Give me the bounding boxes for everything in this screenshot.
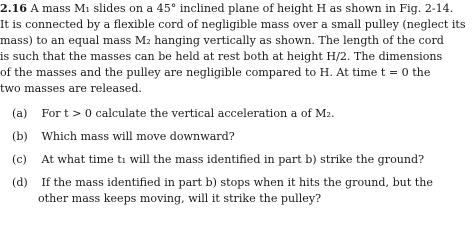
statement-line-5: of the masses and the pulley are negligible compared to H. At time t = 0 the xyxy=(0,66,431,79)
part-a-text: For t > 0 calculate the vertical acceleration a of M₂. xyxy=(41,107,335,120)
part-b-label: (b) xyxy=(12,130,28,143)
part-d-text-2: other mass keeps moving, will it strike the pulley? xyxy=(38,192,322,205)
statement-line-6: two masses are released. xyxy=(0,82,142,95)
part-c-text: At what time t₁ will the mass identified in part b) strike the ground? xyxy=(41,153,425,166)
statement-line-1 xyxy=(0,1,453,16)
part-a xyxy=(12,106,334,121)
statement-line-2: It is connected by a flexible cord of negligible mass over a small pulley (neglect its xyxy=(0,18,466,31)
part-d-text-1: If the mass identified in part b) stops when it hits the ground, but the xyxy=(41,176,433,189)
part-d xyxy=(12,175,433,190)
part-c xyxy=(12,152,424,167)
part-b xyxy=(12,129,235,144)
statement-line-4: is such that the masses can be held at rest both at height H/2. The dimensions xyxy=(0,50,443,63)
statement-line-3: mass) to an equal mass M₂ hanging vertically as shown. The length of the cord xyxy=(0,34,444,47)
part-d-label: (d) xyxy=(12,176,28,189)
problem-number: 2.16 xyxy=(0,2,28,15)
part-a-label: (a) xyxy=(12,107,28,120)
part-b-text: Which mass will move downward? xyxy=(41,130,235,143)
statement-text-1: A mass M₁ slides on a 45° inclined plane of height H as shown in Fig. 2-14. xyxy=(30,2,454,15)
part-c-label: (c) xyxy=(12,153,27,166)
